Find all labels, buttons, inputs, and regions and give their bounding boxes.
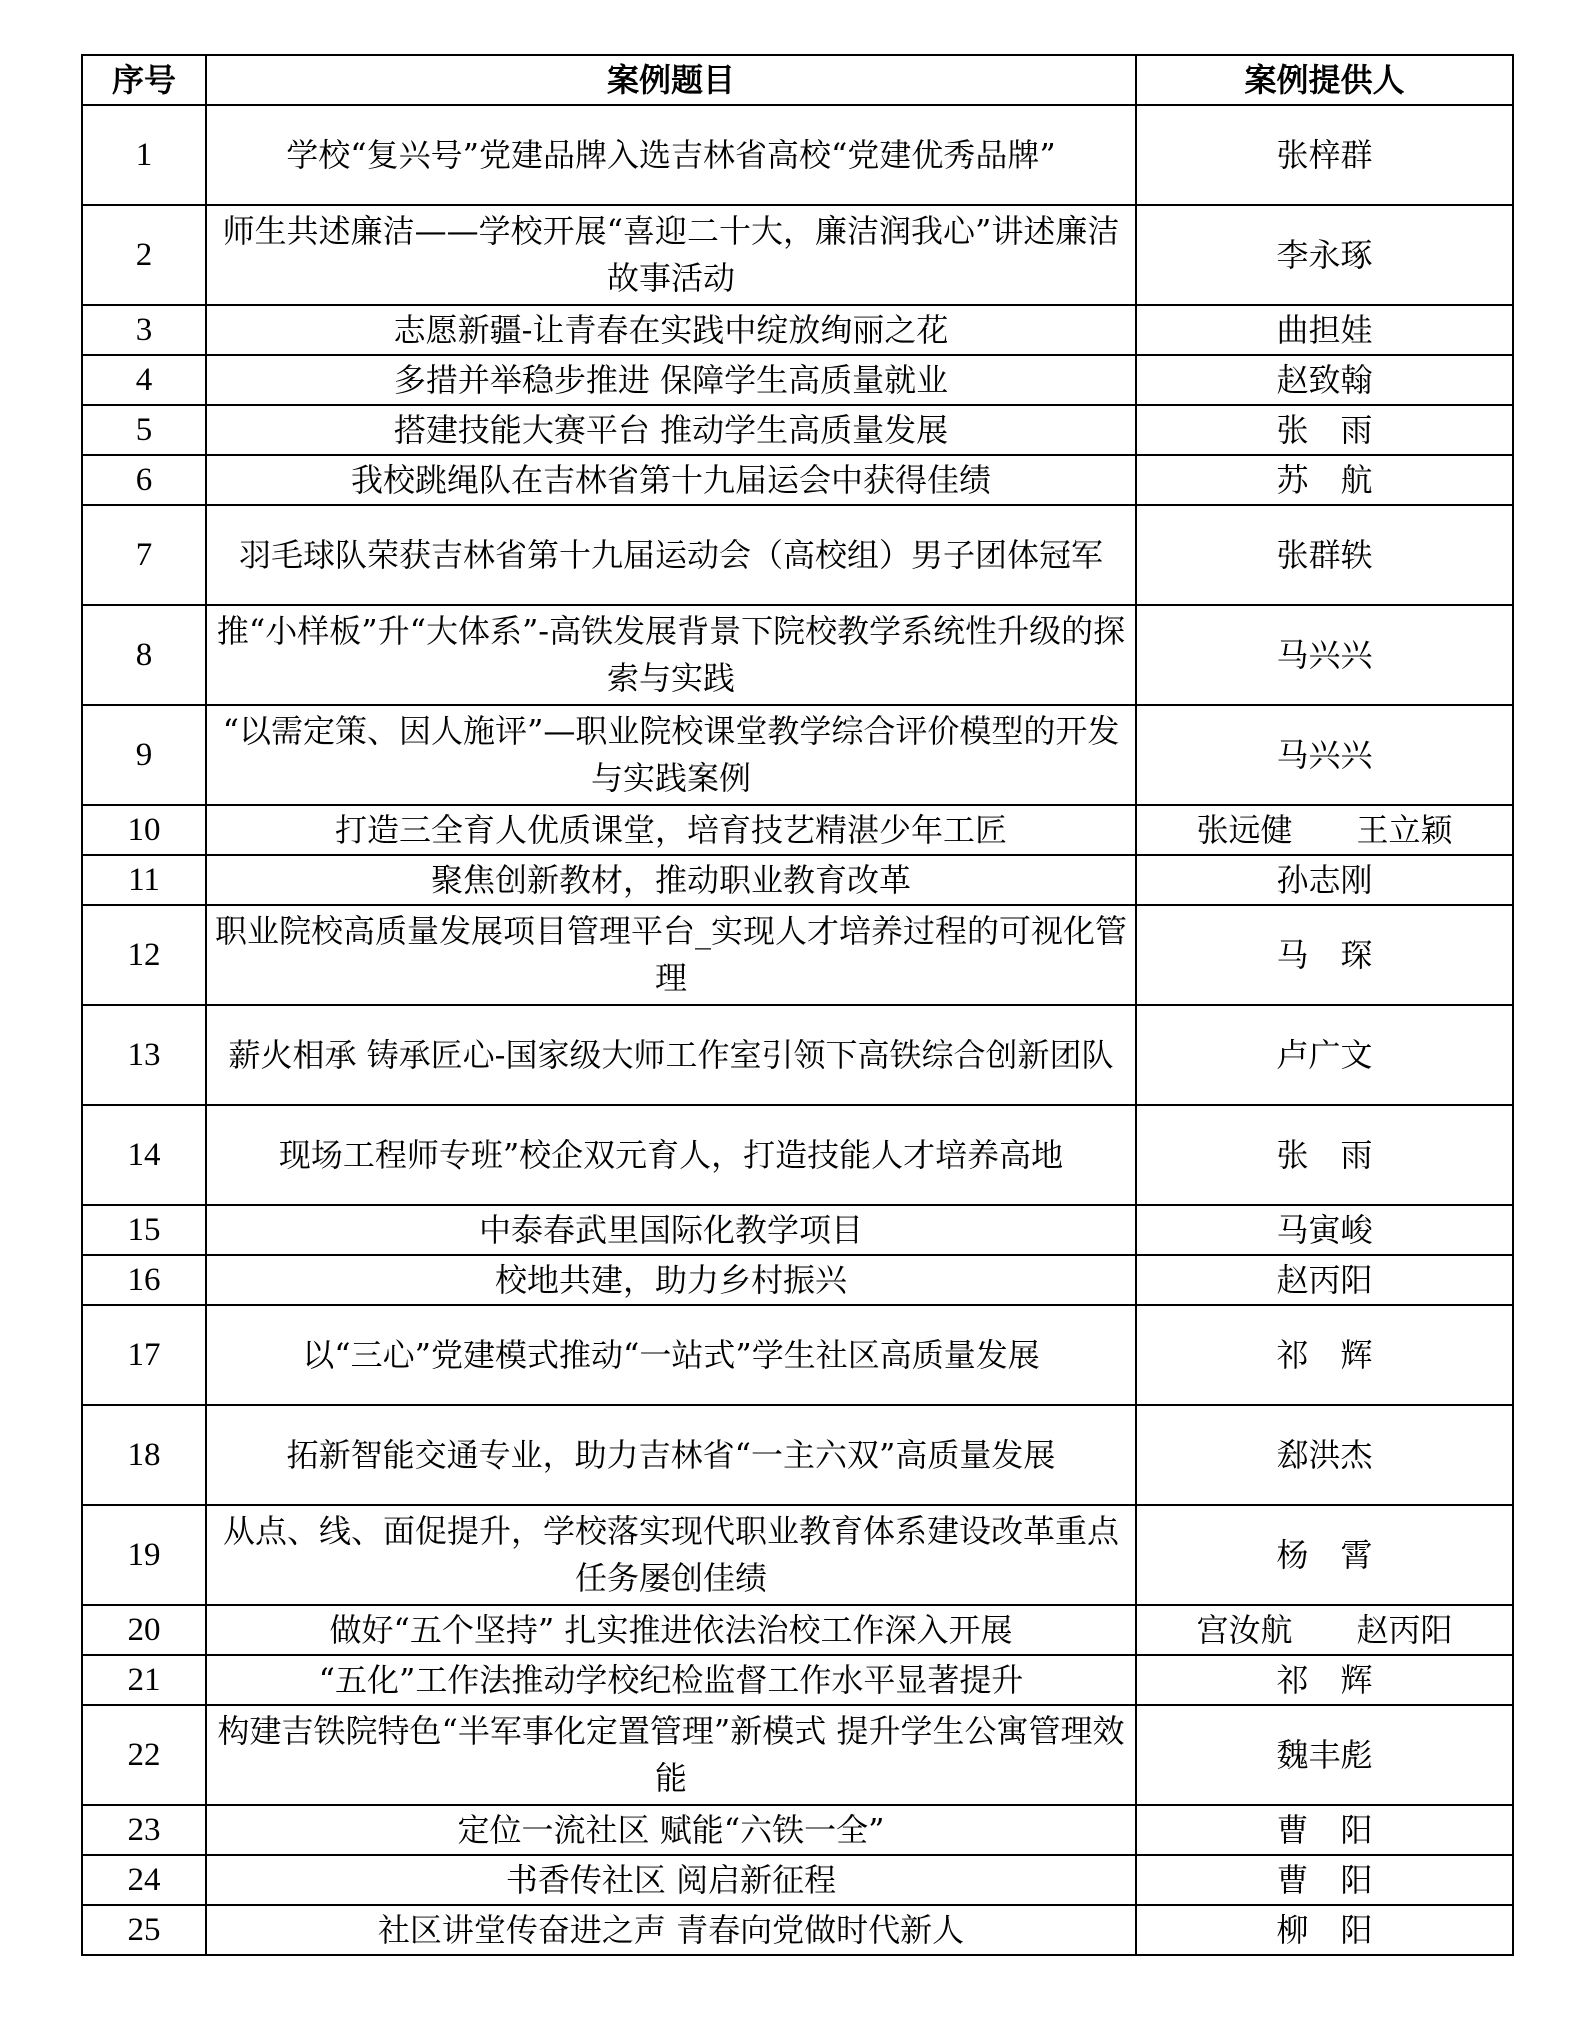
row-case-title: 我校跳绳队在吉林省第十九届运会中获得佳绩 <box>206 455 1136 505</box>
row-serial-number: 12 <box>82 905 206 1005</box>
row-case-provider: 赵丙阳 <box>1136 1255 1513 1305</box>
row-serial-number: 5 <box>82 405 206 455</box>
row-case-title: 职业院校高质量发展项目管理平台_实现人才培养过程的可视化管理 <box>206 905 1136 1005</box>
table-row <box>82 605 1513 705</box>
row-serial-number: 13 <box>82 1005 206 1105</box>
row-case-provider: 李永琢 <box>1136 205 1513 305</box>
row-serial-number: 2 <box>82 205 206 305</box>
row-case-title: 推“小样板”升“大体系”-高铁发展背景下院校教学系统性升级的探索与实践 <box>206 605 1136 705</box>
row-case-provider: 祁 辉 <box>1136 1305 1513 1405</box>
row-serial-number: 23 <box>82 1805 206 1855</box>
table-row <box>82 805 1513 855</box>
row-serial-number: 24 <box>82 1855 206 1905</box>
row-case-title: 学校“复兴号”党建品牌入选吉林省高校“党建优秀品牌” <box>206 105 1136 205</box>
table-row <box>82 355 1513 405</box>
table-row <box>82 705 1513 805</box>
table-row <box>82 1655 1513 1705</box>
row-serial-number: 11 <box>82 855 206 905</box>
header-serial-number: 序号 <box>82 55 206 105</box>
row-serial-number: 14 <box>82 1105 206 1205</box>
row-case-title: 校地共建，助力乡村振兴 <box>206 1255 1136 1305</box>
row-serial-number: 8 <box>82 605 206 705</box>
row-case-title: 定位一流社区 赋能“六铁一全” <box>206 1805 1136 1855</box>
row-case-title: “五化”工作法推动学校纪检监督工作水平显著提升 <box>206 1655 1136 1705</box>
table-row <box>82 1505 1513 1605</box>
row-case-provider: 马 琛 <box>1136 905 1513 1005</box>
row-case-title: 社区讲堂传奋进之声 青春向党做时代新人 <box>206 1905 1136 1955</box>
row-serial-number: 25 <box>82 1905 206 1955</box>
row-serial-number: 22 <box>82 1705 206 1805</box>
table-row <box>82 1855 1513 1905</box>
table-row <box>82 1905 1513 1955</box>
row-case-title: 搭建技能大赛平台 推动学生高质量发展 <box>206 405 1136 455</box>
header-row <box>82 55 1513 105</box>
row-case-provider: 魏丰彪 <box>1136 1705 1513 1805</box>
row-case-provider: 赵致翰 <box>1136 355 1513 405</box>
row-case-title: 从点、线、面促提升，学校落实现代职业教育体系建设改革重点任务屡创佳绩 <box>206 1505 1136 1605</box>
row-case-title: 薪火相承 铸承匠心-国家级大师工作室引领下高铁综合创新团队 <box>206 1005 1136 1105</box>
row-case-title: 现场工程师专班”校企双元育人，打造技能人才培养高地 <box>206 1105 1136 1205</box>
table-row <box>82 1705 1513 1805</box>
row-case-provider: 张 雨 <box>1136 405 1513 455</box>
table-row <box>82 305 1513 355</box>
row-serial-number: 10 <box>82 805 206 855</box>
row-case-provider: 马兴兴 <box>1136 605 1513 705</box>
row-case-provider: 曲担娃 <box>1136 305 1513 355</box>
row-case-provider: 杨 霄 <box>1136 1505 1513 1605</box>
row-case-provider: 张 雨 <box>1136 1105 1513 1205</box>
table-body <box>82 105 1513 1955</box>
row-serial-number: 1 <box>82 105 206 205</box>
table-row <box>82 1205 1513 1255</box>
table-row <box>82 855 1513 905</box>
row-case-provider: 张梓群 <box>1136 105 1513 205</box>
row-case-title: 书香传社区 阅启新征程 <box>206 1855 1136 1905</box>
table-row <box>82 1605 1513 1655</box>
table-row <box>82 1405 1513 1505</box>
row-serial-number: 21 <box>82 1655 206 1705</box>
row-serial-number: 7 <box>82 505 206 605</box>
row-case-provider: 曹 阳 <box>1136 1805 1513 1855</box>
table-header <box>82 55 1513 105</box>
row-case-title: 做好“五个坚持” 扎实推进依法治校工作深入开展 <box>206 1605 1136 1655</box>
row-case-provider: 宫汝航 赵丙阳 <box>1136 1605 1513 1655</box>
row-case-provider: 柳 阳 <box>1136 1905 1513 1955</box>
row-case-title: 构建吉铁院特色“半军事化定置管理”新模式 提升学生公寓管理效能 <box>206 1705 1136 1805</box>
header-case-title: 案例题目 <box>206 55 1136 105</box>
row-serial-number: 18 <box>82 1405 206 1505</box>
table-row <box>82 1255 1513 1305</box>
table-row <box>82 1005 1513 1105</box>
table-row <box>82 455 1513 505</box>
row-case-provider: 祁 辉 <box>1136 1655 1513 1705</box>
row-serial-number: 6 <box>82 455 206 505</box>
table-row <box>82 505 1513 605</box>
row-serial-number: 4 <box>82 355 206 405</box>
header-case-provider: 案例提供人 <box>1136 55 1513 105</box>
row-serial-number: 16 <box>82 1255 206 1305</box>
case-table <box>81 54 1514 1956</box>
row-case-title: 打造三全育人优质课堂，培育技艺精湛少年工匠 <box>206 805 1136 855</box>
row-case-provider: 郄洪杰 <box>1136 1405 1513 1505</box>
row-case-provider: 苏 航 <box>1136 455 1513 505</box>
row-case-title: 多措并举稳步推进 保障学生高质量就业 <box>206 355 1136 405</box>
row-case-title: 聚焦创新教材，推动职业教育改革 <box>206 855 1136 905</box>
row-case-title: 羽毛球队荣获吉林省第十九届运动会（高校组）男子团体冠军 <box>206 505 1136 605</box>
row-case-provider: 卢广文 <box>1136 1005 1513 1105</box>
table-row <box>82 105 1513 205</box>
row-serial-number: 20 <box>82 1605 206 1655</box>
row-case-title: 以“三心”党建模式推动“一站式”学生社区高质量发展 <box>206 1305 1136 1405</box>
row-case-provider: 孙志刚 <box>1136 855 1513 905</box>
row-case-title: 志愿新疆-让青春在实践中绽放绚丽之花 <box>206 305 1136 355</box>
row-serial-number: 15 <box>82 1205 206 1255</box>
row-serial-number: 17 <box>82 1305 206 1405</box>
table-row <box>82 405 1513 455</box>
row-case-provider: 马兴兴 <box>1136 705 1513 805</box>
row-case-provider: 曹 阳 <box>1136 1855 1513 1905</box>
table-row <box>82 1305 1513 1405</box>
table-row <box>82 1105 1513 1205</box>
row-case-title: “以需定策、因人施评”—职业院校课堂教学综合评价模型的开发与实践案例 <box>206 705 1136 805</box>
row-serial-number: 19 <box>82 1505 206 1605</box>
row-serial-number: 9 <box>82 705 206 805</box>
table-row <box>82 1805 1513 1855</box>
row-case-provider: 张群轶 <box>1136 505 1513 605</box>
row-case-provider: 马寅峻 <box>1136 1205 1513 1255</box>
row-case-title: 中泰春武里国际化教学项目 <box>206 1205 1136 1255</box>
row-case-title: 师生共述廉洁——学校开展“喜迎二十大，廉洁润我心”讲述廉洁故事活动 <box>206 205 1136 305</box>
row-case-title: 拓新智能交通专业，助力吉林省“一主六双”高质量发展 <box>206 1405 1136 1505</box>
table-row <box>82 905 1513 1005</box>
table-row <box>82 205 1513 305</box>
row-case-provider: 张远健 王立颖 <box>1136 805 1513 855</box>
row-serial-number: 3 <box>82 305 206 355</box>
